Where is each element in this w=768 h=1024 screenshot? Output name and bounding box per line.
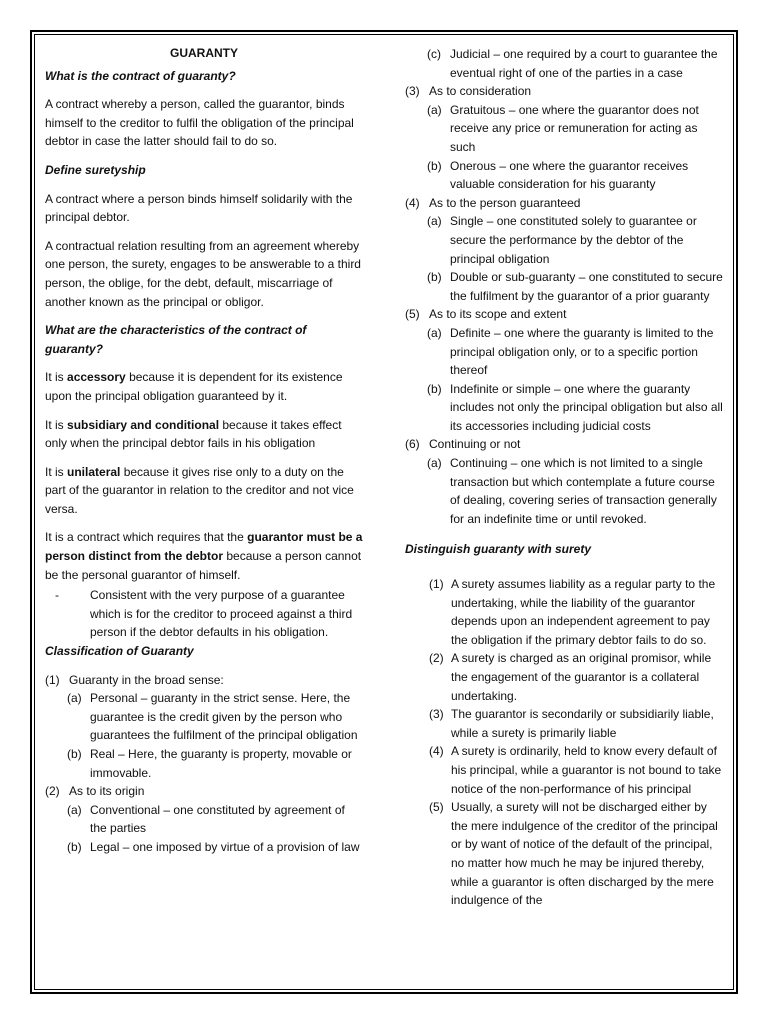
question-characteristics: What are the characteristics of the contract of guaranty? bbox=[45, 323, 307, 356]
list-item-3b: (b) Onerous – one where the guarantor receives valuable consideration for his guaranty bbox=[427, 158, 689, 192]
heading-distinguish: Distinguish guaranty with surety bbox=[405, 542, 592, 557]
list-item-4a: (a) Single – one constituted solely to guarantee or secure the performance by the debtor of the principal obligation bbox=[427, 214, 697, 266]
question-define-suretyship: Define suretyship bbox=[45, 162, 146, 177]
list-item-6: (6) Continuing or not bbox=[405, 437, 521, 452]
characteristic-accessory: It is accessory because it is dependent for its existence upon the principal obligation guaranteed by it. bbox=[45, 370, 343, 403]
distinction-item-5: (5) Usually, a surety will not be discharged either by the mere indulgence of the creditor of the principal or by want of notice of the default of the principal, no matter how much he may be injured thereby, while a guarantor is often discharged by the mere indulgence of the bbox=[429, 800, 718, 908]
list-item-1b: (b) Real – Here, the guaranty is property, movable or immovable. bbox=[67, 747, 352, 780]
definition-suretyship-2: A contractual relation resulting from an agreement whereby one person, the surety, engages to be answerable to a third person, the oblige, for the debt, default, miscarriage of another known as the principal or obligor. bbox=[45, 238, 361, 309]
distinction-item-3: (3) The guarantor is secondarily or subsidiarily liable, while a surety is primarily liable bbox=[429, 707, 714, 740]
list-item-3: (3) As to consideration bbox=[405, 84, 532, 99]
definition-guaranty: A contract whereby a person, called the guarantor, binds himself to the creditor to fulfil the obligation of the principal debtor in case the latter should fail to do so. bbox=[45, 97, 354, 149]
left-column bbox=[45, 44, 363, 857]
distinction-item-1: (1) A surety assumes liability as a regular party to the undertaking, while the liability of the guarantor depends upon an independent agreement to pay the obligation if the primary debtor fails to do so. bbox=[429, 577, 716, 647]
list-item-1a: (a) Personal – guaranty in the strict sense. Here, the guarantee is the credit given by the person who guarantees the fulfilment of the principal obligation bbox=[67, 691, 358, 743]
definition-suretyship-1: A contract where a person binds himself solidarily with the principal debtor. bbox=[45, 191, 353, 225]
list-item-5a: (a) Definite – one where the guaranty is limited to the principal obligation only, or to a specific portion thereof bbox=[427, 325, 714, 378]
list-item-5: (5) As to its scope and extent bbox=[405, 307, 567, 322]
distinction-item-4: (4) A surety is ordinarily, held to know every default of his principal, while a guarantor is not bound to take notice of the non-performance of his principal bbox=[429, 744, 722, 796]
dash-list-item: - Consistent with the very purpose of a guarantee which is for the creditor to proceed against a third person if the debtor defaults in his obligation. bbox=[55, 588, 353, 640]
heading-classification: Classification of Guaranty bbox=[45, 644, 194, 659]
list-item-6a: (a) Continuing – one which is not limited to a single transaction but which contemplate a future course of dealing, covering series of transaction generally for an indefinite time or until revoked. bbox=[427, 456, 717, 526]
characteristic-subsidiary: It is subsidiary and conditional because it takes effect only when the principal debtor fails in his obligation bbox=[45, 417, 342, 451]
list-item-2: (2) As to its origin bbox=[45, 784, 145, 799]
list-item-5b: (b) Indefinite or simple – one where the guaranty includes not only the principal obligation but also all its accessories including judicial costs bbox=[427, 381, 723, 433]
list-item-3a: (a) Gratuitous – one where the guarantor does not receive any price or remuneration for acting as such bbox=[427, 102, 699, 154]
list-item-4: (4) As to the person guaranteed bbox=[405, 195, 581, 210]
document-title: GUARANTY bbox=[170, 46, 238, 60]
list-item-2a: (a) Conventional – one constituted by agreement of the parties bbox=[67, 802, 345, 836]
list-item-2b: (b) Legal – one imposed by virtue of a provision of law bbox=[67, 839, 360, 854]
list-item-1: (1) Guaranty in the broad sense: bbox=[45, 672, 224, 687]
characteristic-unilateral: It is unilateral because it gives rise only to a duty on the part of the guarantor in relation to the creditor and not vice versa. bbox=[45, 464, 354, 516]
distinction-item-2: (2) A surety is charged as an original promisor, while the engagement of the guarantor is a collateral undertaking. bbox=[429, 651, 712, 703]
question-contract-of-guaranty: What is the contract of guaranty? bbox=[45, 68, 236, 83]
list-item-2c: (c) Judicial – one required by a court to guarantee the eventual right of one of the parties in a case bbox=[427, 47, 718, 80]
list-item-4b: (b) Double or sub-guaranty – one constituted to secure the fulfilment by the guarantor of a prior guaranty bbox=[427, 270, 723, 303]
characteristic-distinct-person: It is a contract which requires that the guarantor must be a person distinct from the debtor because a person cannot be the personal guarantor of himself. bbox=[45, 530, 363, 582]
right-column bbox=[405, 45, 723, 910]
